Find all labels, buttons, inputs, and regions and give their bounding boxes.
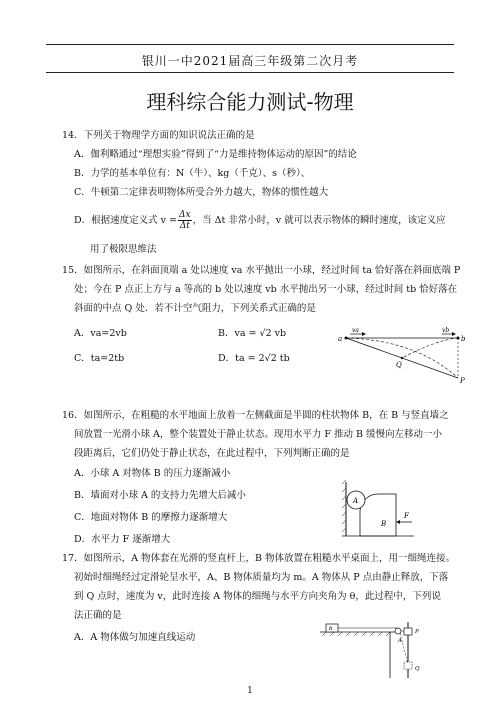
q14-option-c: C．牛顿第二定律表明物体所受合外力越大，物体的惯性越大 [74, 187, 329, 198]
q14-fraction: $\frac{\Delta x}{\Delta t}$ [179, 210, 191, 231]
top-rule [46, 44, 454, 45]
q15-option-c: C．ta=2tb [74, 353, 125, 364]
fig15-label-va: va [352, 327, 359, 334]
header-rule [46, 72, 454, 73]
q15-incline-figure [336, 328, 468, 384]
q15-line1: 15．如图所示，在斜面顶端 a 处以速度 va 水平抛出一小球，经过时间 ta 恰好落在斜面底端 P [62, 265, 461, 276]
fig15-label-p: P [460, 377, 465, 385]
q14-stem: 14．下列关于物理学方面的知识说法正确的是 [62, 130, 255, 141]
q15-line3: 斜面的中点 Q 处．若不计空气阻力，下列关系式正确的是 [74, 303, 316, 314]
q16-option-d: D．水平力 F 逐渐增大 [74, 534, 171, 545]
page-number: 1 [247, 686, 253, 696]
exam-title: 银川一中2021届高三年级第二次月考 [141, 54, 359, 68]
subject-title: 理科综合能力测试-物理 [146, 90, 354, 114]
fig17-label-a: A [398, 638, 402, 644]
fig17-label-b: b [329, 626, 333, 632]
q16-option-a: A．小球 A 对物体 B 的压力逐渐减小 [74, 468, 231, 479]
q17-line4: 法正确的是 [74, 610, 122, 621]
fig15-label-q: Q [396, 361, 402, 369]
q16-wall-figure [338, 480, 418, 540]
q16-line1: 16．如图所示，在粗糙的水平地面上放着一左侧截面是半圆的柱状物体 B，在 B 与竖直墙之 [62, 410, 449, 421]
q16-option-c: C．地面对物体 B 的摩擦力逐渐增大 [74, 512, 228, 523]
q15-option-d: D．ta = 2√2 tb [218, 353, 290, 364]
q15-option-b: B．va = √2 vb [218, 328, 287, 339]
fig16-label-b: B [381, 520, 387, 528]
q17-line2: 初始时细绳经过定滑轮呈水平，A、B 物体质量均为 m。A 物体从 P 点由静止释放，下落 [74, 572, 449, 583]
q14-option-d: D．根据速度定义式 v = $\frac{\Delta x}{\Delta t}$ ，当 Δt 非常小时，v 就可以表示物体的瞬时速度，该定义应 [74, 210, 446, 231]
fig15-label-a: a [338, 335, 343, 343]
q16-line2: 间放置一光滑小球 A，整个装置处于静止状态。现用水平力 F 推动 B 缓慢向左移动一小 [74, 429, 443, 440]
q14-option-a: A．伽利略通过“理想实验”得到了“力是维持物体运动的原因”的结论 [74, 149, 357, 160]
q17-option-a: A．A 物体做匀加速直线运动 [74, 632, 196, 643]
fig15-label-vb: vb [442, 327, 450, 334]
q15-option-a: A．va=2vb [74, 328, 127, 339]
q14-option-b: B．力学的基本单位有：N（牛）、kg（千克）、s（秒）、 [74, 168, 311, 179]
q15-line2: 处；今在 P 点正上方与 a 等高的 b 处以速度 vb 水平抛出另一小球，经过时间 tb 恰好落在 [74, 284, 458, 295]
q17-line3: 到 Q 点时，速度为 v，此时连接 A 物体的细绳与水平方向夹角为 θ，此过程中，下列说 [74, 591, 441, 602]
fig16-label-f: F [404, 512, 409, 520]
fig15-label-b: b [461, 335, 466, 343]
fig17-label-q: Q [415, 666, 420, 672]
fig17-label-p: P [415, 629, 419, 635]
q17-pulley-figure [318, 620, 438, 680]
q17-line1: 17．如图所示，A 物体套在光滑的竖直杆上，B 物体放置在粗糙水平桌面上，用一细绳连接。 [62, 553, 455, 564]
q16-option-b: B．墙面对小球 A 的支持力先增大后减小 [74, 490, 246, 501]
fig16-label-a: A [353, 497, 359, 505]
q16-line3: 段距离后，它们仍处于静止状态，在此过程中，下列判断正确的是 [74, 448, 350, 459]
q14-option-d-cont: 用了极限思维法 [90, 244, 157, 255]
